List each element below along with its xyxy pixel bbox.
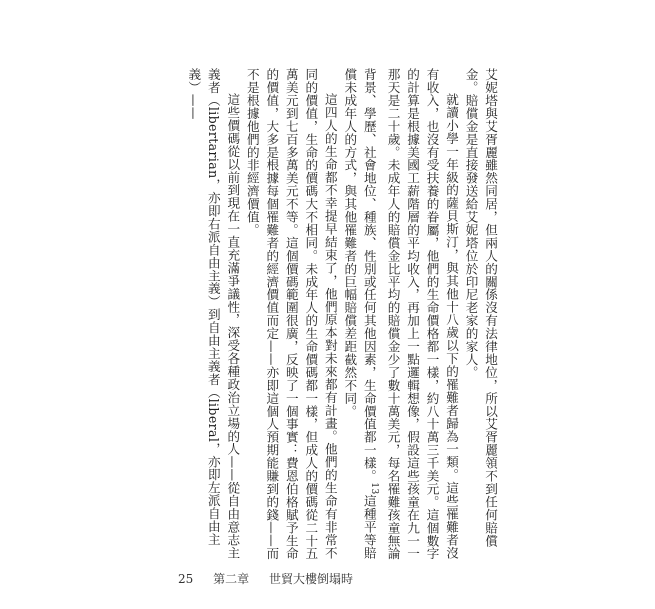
chapter-label: 第二章 bbox=[213, 572, 250, 586]
footnote-marker: 13 bbox=[369, 482, 379, 495]
page-number: 25 bbox=[178, 572, 194, 586]
paragraph-2 bbox=[340, 68, 461, 564]
paragraph-2-tail: 這種平等賠償未成年人的方式，與其他罹難者的巨幅賠償差距截然不同。 bbox=[342, 68, 377, 560]
paragraph-4: 這些價碼從以前到現在一直充滿爭議性，深受各種政治立場的人——從自由意志主義者（libertarian，亦即右派自由主義）到自由主義者（liberal，亦即左派自由主義）—— bbox=[186, 68, 241, 560]
paragraph-2-text: 就讀小學一年級的薩貝斯汀，與其他十八歲以下的罹難者歸為一類。這些罹難者沒有收入，也沒有受扶養的眷屬，他們的生命價格都一樣，約八十萬三千美元。這個數字的計算是根據美國工薪階層的平均收入，再加上一點邏輯想像，假設這些孩童在九一一那天是二十歲。未成年人的賠償金比平均的賠償金少了數十萬美元，每名罹難孩童無論背景、學歷、社會地位、種族、性別或任何其他因素，生命價值都一樣。 bbox=[361, 68, 459, 561]
vertical-text-body bbox=[178, 68, 500, 564]
paragraph-1: 艾妮塔與艾胥麗雖然同居，但兩人的關係沒有法律地位，所以艾胥麗領不到任何賠償金。賠償金是直接發送給艾妮塔位於印尼老家的家人。 bbox=[463, 68, 498, 548]
paragraph-3: 這四人的生命都不幸提早結束了，他們原本對未來都有計畫。他們的生命有非常不同的價值，生命的價碼大不相同。未成年人的生命價碼都一樣，但成人的價碼從二十五萬美元到七百多萬美元不等。這個價碼範圍很廣，反映了一個事實：費恩伯格賦予生命的價值，大多是根據每個罹難者的經濟價值而定——亦即這個人預期能賺到的錢——而不是根據他們的非經濟價值。 bbox=[244, 68, 338, 561]
chapter-title: 世貿大樓倒塌時 bbox=[268, 572, 353, 586]
page-footer bbox=[178, 570, 369, 587]
